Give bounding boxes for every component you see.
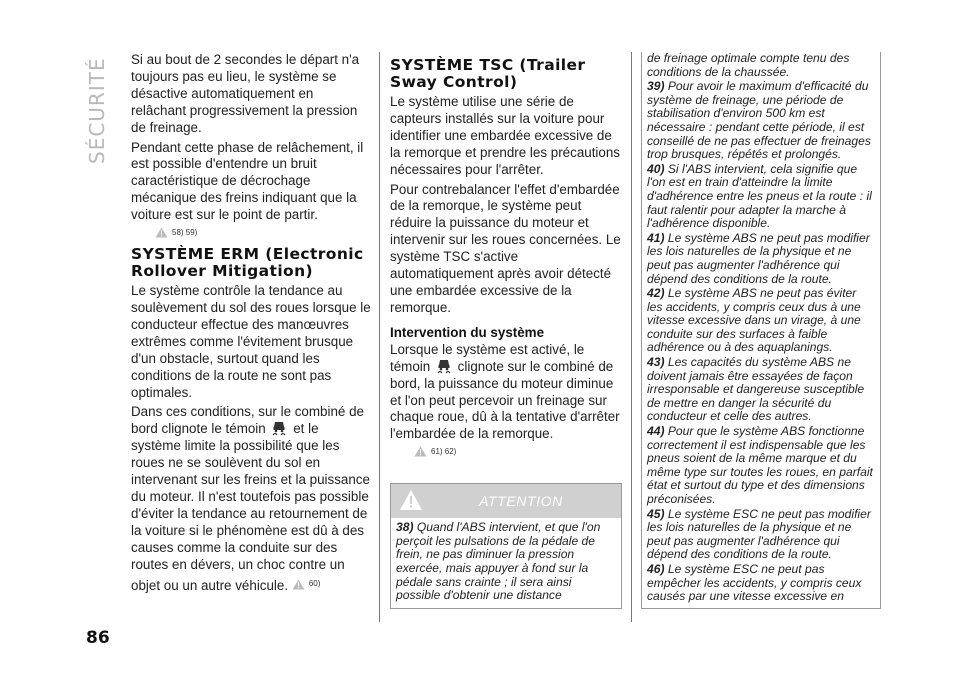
note-number: 45) (647, 506, 665, 521)
warning-references (131, 227, 371, 238)
warning-icon (155, 227, 168, 238)
skid-warning-light-icon (271, 421, 287, 436)
note-number: 46) (647, 561, 665, 576)
reference-numbers: 60) (308, 579, 321, 589)
note-item (647, 356, 875, 424)
note-text: Pour avoir le maximum d'efficacité du système de freinage, une période de stabilisation d'environ 500 km est nécessaire : pendant cette période, il est conseillé de ne pas effectuer de freinages trop brusques, répétés et prolongés. (647, 79, 871, 162)
note-text: Le système ABS ne peut pas modifier les lois naturelles de la physique et ne peut pas augmenter l'adhérence qui dépend des conditions de la route. (647, 230, 870, 286)
column-3 (641, 52, 881, 609)
subheading: Intervention du système (390, 324, 545, 340)
column-divider (631, 52, 632, 622)
column-divider (379, 52, 380, 622)
note-text: Le système ESC ne peut pas modifier les lois naturelles de la physique et ne peut pas augmenter l'adhérence qui dépend des conditions de la route. (647, 506, 871, 562)
warning-icon (399, 489, 423, 511)
note-text: Quand l'ABS intervient, et que l'on perçoit les pulsations de la pédale de frein, ne pas diminuer la pression exercée, mais appuyer à fond sur la pédale sans crainte ; il sera ainsi possible d'obtenir une distance (396, 520, 601, 603)
paragraph-part: clignote sur le combiné de bord, la puissance du moteur diminue et l'on peut percevoir un freinage sur chaque roue, dû à la tentative d'arrêter l'embardée de la remorque. (390, 358, 620, 442)
note-item (647, 287, 875, 355)
note-number: 40) (647, 161, 665, 176)
paragraph-part: Lorsque le système est activé, le témoin (390, 341, 585, 374)
paragraph-part: et le système limite la possibilité que les roues ne se soulèvent du sol en intervenant sur les freins et la puissance du moteur. Il n'est toutefois pas possible d'éviter la tendance au retournement de la voiture si le phénomène est dû à des causes comme la conduite sur des routes en dévers, un choc contre un objet ou un autre véhicule. (131, 421, 370, 594)
paragraph (390, 342, 622, 443)
note-number: 38) (396, 520, 414, 535)
note-item (647, 163, 875, 231)
paragraph: Pour contrebalancer l'effet d'embardée de la remorque, le système peut réduire la puissance du moteur et intervenir sur les roues concernées. Le système TSC s'active automatiquement après avoir détecté une embardée excessive de la remorque. (390, 181, 621, 315)
warning-references (292, 576, 321, 593)
paragraph-part: Dans ces conditions, sur le combiné de bord clignote le témoin (131, 404, 364, 437)
section-tab: SÉCURITÉ (85, 57, 109, 165)
note-text: Pour que le système ABS fonctionne correctement il est indispensable que les pneus soient de la même marque et du même type sur toutes les roues, en parfait état et surtout du type et des dimensions préconisées. (647, 424, 873, 506)
paragraph: Si au bout de 2 secondes le départ n'a toujours pas eu lieu, le système se désactive automatiquement en relâchant progressivement la pression de freinage. (131, 52, 360, 135)
note-text: Le système ABS ne peut pas éviter les accidents, y compris ceux dus à une vitesse excessive dans un virage, à une conduite sur des surfaces à faible adhérence ou à des aquaplanings. (647, 286, 861, 355)
note-number: 43) (647, 355, 665, 370)
skid-warning-light-icon (436, 359, 452, 374)
page-number: 86 (86, 628, 110, 648)
section-heading-tsc: SYSTÈME TSC (Trailer Sway Control) (390, 56, 586, 91)
note-text: Le système ESC ne peut pas empêcher les accidents, y compris ceux causés par une vitesse excessive en (647, 561, 862, 604)
reference-numbers: 58) 59) (172, 228, 198, 238)
note-item (647, 508, 875, 562)
paragraph: Le système utilise une série de capteurs installés sur la voiture pour identifier une embardée excessive de la remorque et prendre les précautions nécessaires pour l'arrêter. (390, 94, 621, 177)
note-item (647, 232, 875, 286)
note-item (647, 563, 875, 604)
note-number: 39) (647, 79, 665, 94)
paragraph: Le système contrôle la tendance au soulèvement du sol des roues lorsque le conducteur effectue des manœuvres extrêmes comme l'évitement brusque d'un obstacle, surtout quand les conditions de la route ne sont pas optimales. (131, 283, 371, 400)
column-2 (390, 52, 622, 609)
column-1 (131, 52, 371, 600)
warning-icon (414, 446, 427, 457)
paragraph: Pendant cette phase de relâchement, il est possible d'entendre un bruit caractéristique de décrochage mécanique des freins indiquant que la voiture est sur le point de partir. (131, 139, 364, 223)
note-number: 44) (647, 424, 665, 439)
note-item (396, 521, 616, 603)
attention-title: ATTENTION (479, 493, 563, 510)
attention-body (391, 518, 621, 608)
attention-box (390, 483, 622, 609)
note-text: Si l'ABS intervient, cela signifie que l'on est en train d'atteindre la limite d'adhérence entre les pneus et la route : il faut ralentir pour adapter la marche à l'adhérence disponible. (647, 161, 872, 231)
reference-numbers: 61) 62) (431, 447, 457, 457)
note-item (647, 80, 875, 162)
attention-continued (641, 52, 881, 609)
warning-references (390, 446, 622, 457)
paragraph (131, 404, 371, 597)
note-item (647, 425, 875, 507)
attention-header (391, 484, 621, 518)
warning-icon (292, 579, 305, 590)
section-heading-erm: SYSTÈME ERM (Electronic Rollover Mitigation) (131, 245, 364, 280)
note-text: Les capacités du système ABS ne doivent jamais être essayées de façon irresponsable et dangereuse susceptible de mettre en danger la sécurité du conducteur et celle des autres. (647, 355, 865, 424)
note-number: 41) (647, 230, 665, 245)
note-continuation: de freinage optimale compte tenu des conditions de la chaussée. (647, 51, 850, 79)
note-number: 42) (647, 286, 665, 301)
